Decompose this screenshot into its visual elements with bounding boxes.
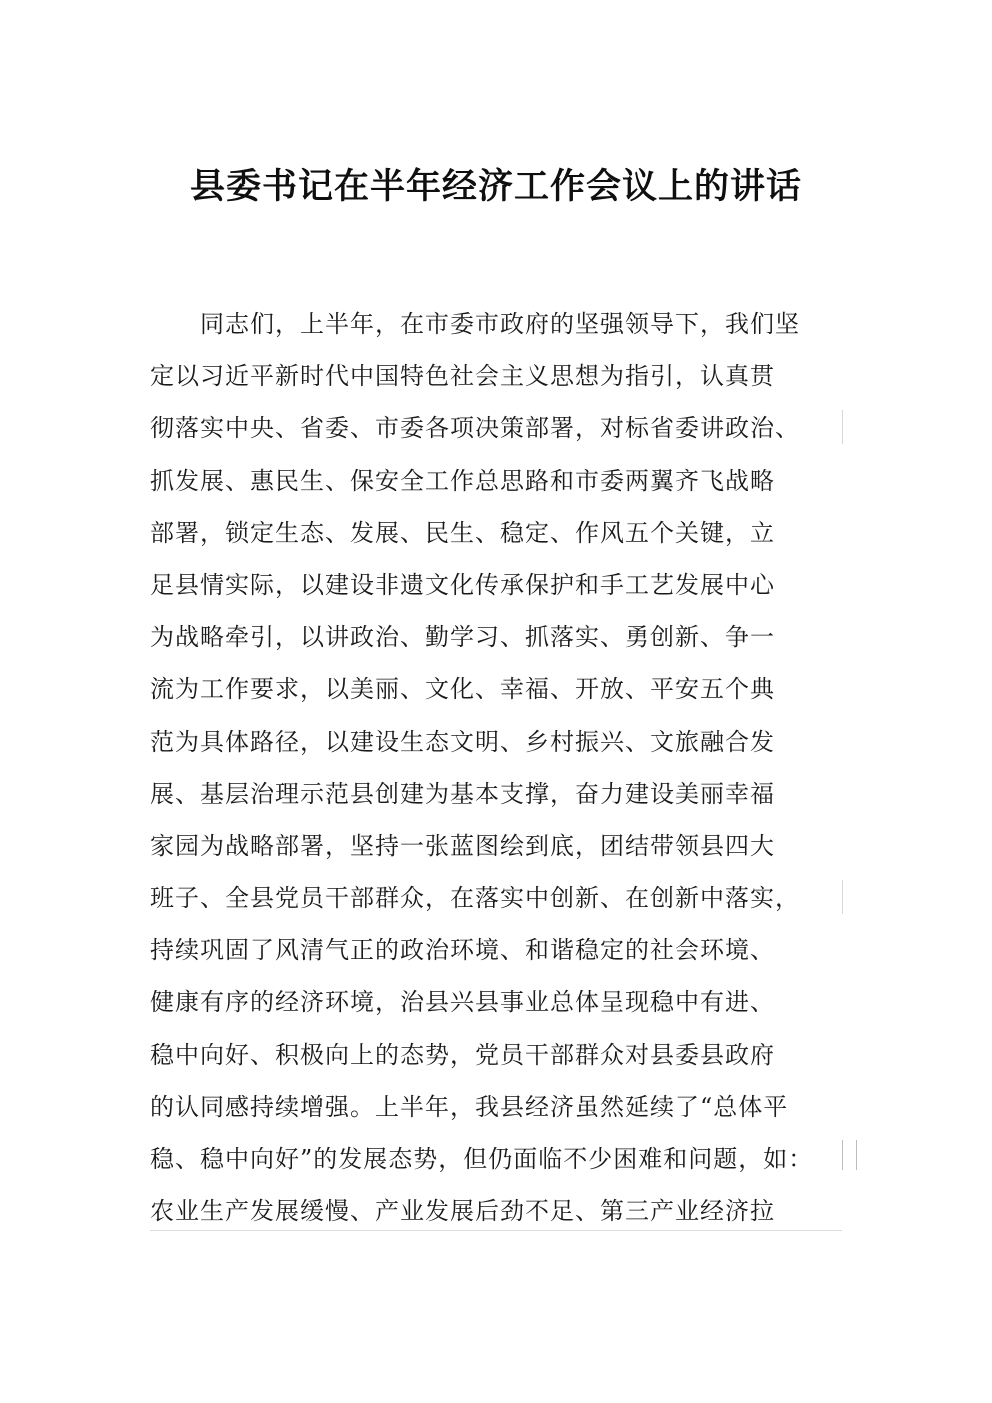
speech-paragraph [150, 298, 840, 1237]
margin-mark [856, 1140, 857, 1170]
paragraph-line: 稳、稳中向好”的发展态势，但仍面临不少困难和问题，如： [150, 1145, 814, 1173]
paragraph-line: 同志们，上半年，在市委市政府的坚强领导下，我们坚 [200, 310, 800, 338]
margin-mark [842, 880, 843, 914]
paragraph-line: 的认同感持续增强。上半年，我县经济虽然延续了“总体平 [150, 1092, 789, 1121]
document-title: 县委书记在半年经济工作会议上的讲话 [189, 166, 802, 207]
paragraph-line: 部署，锁定生态、发展、民生、稳定、作风五个关键，立 [150, 518, 775, 547]
paragraph-line: 抓发展、惠民生、保安全工作总思路和市委两翼齐飞战略 [150, 466, 775, 495]
paragraph-line: 展、基层治理示范县创建为基本支撑，奋力建设美丽幸福 [150, 779, 775, 808]
paragraph-line: 班子、全县党员干部群众，在落实中创新、在创新中落实， [150, 884, 800, 913]
paragraph-line: 为战略牵引，以讲政治、勤学习、抓落实、勇创新、争一 [150, 623, 775, 652]
paragraph-line: 持续巩固了风清气正的政治环境、和谐稳定的社会环境、 [150, 936, 775, 965]
paragraph-line: 稳中向好、积极向上的态势，党员干部群众对县委县政府 [150, 1040, 775, 1069]
paragraph-line: 彻落实中央、省委、市委各项决策部署，对标省委讲政治、 [150, 414, 800, 443]
paragraph-line: 足县情实际，以建设非遗文化传承保护和手工艺发展中心 [150, 570, 775, 599]
page-bottom-rule [150, 1230, 842, 1231]
margin-mark [842, 1140, 843, 1170]
paragraph-line: 农业生产发展缓慢、产业发展后劲不足、第三产业经济拉 [150, 1197, 775, 1226]
paragraph-line: 家园为战略部署，坚持一张蓝图绘到底，团结带领县四大 [150, 831, 775, 860]
paragraph-line: 范为具体路径，以建设生态文明、乡村振兴、文旅融合发 [150, 727, 775, 756]
paragraph-line: 健康有序的经济环境，治县兴县事业总体呈现稳中有进、 [150, 988, 775, 1017]
paragraph-line: 定以习近平新时代中国特色社会主义思想为指引，认真贯 [150, 362, 775, 391]
margin-mark [842, 410, 843, 444]
paragraph-line: 流为工作要求，以美丽、文化、幸福、开放、平安五个典 [150, 675, 775, 704]
